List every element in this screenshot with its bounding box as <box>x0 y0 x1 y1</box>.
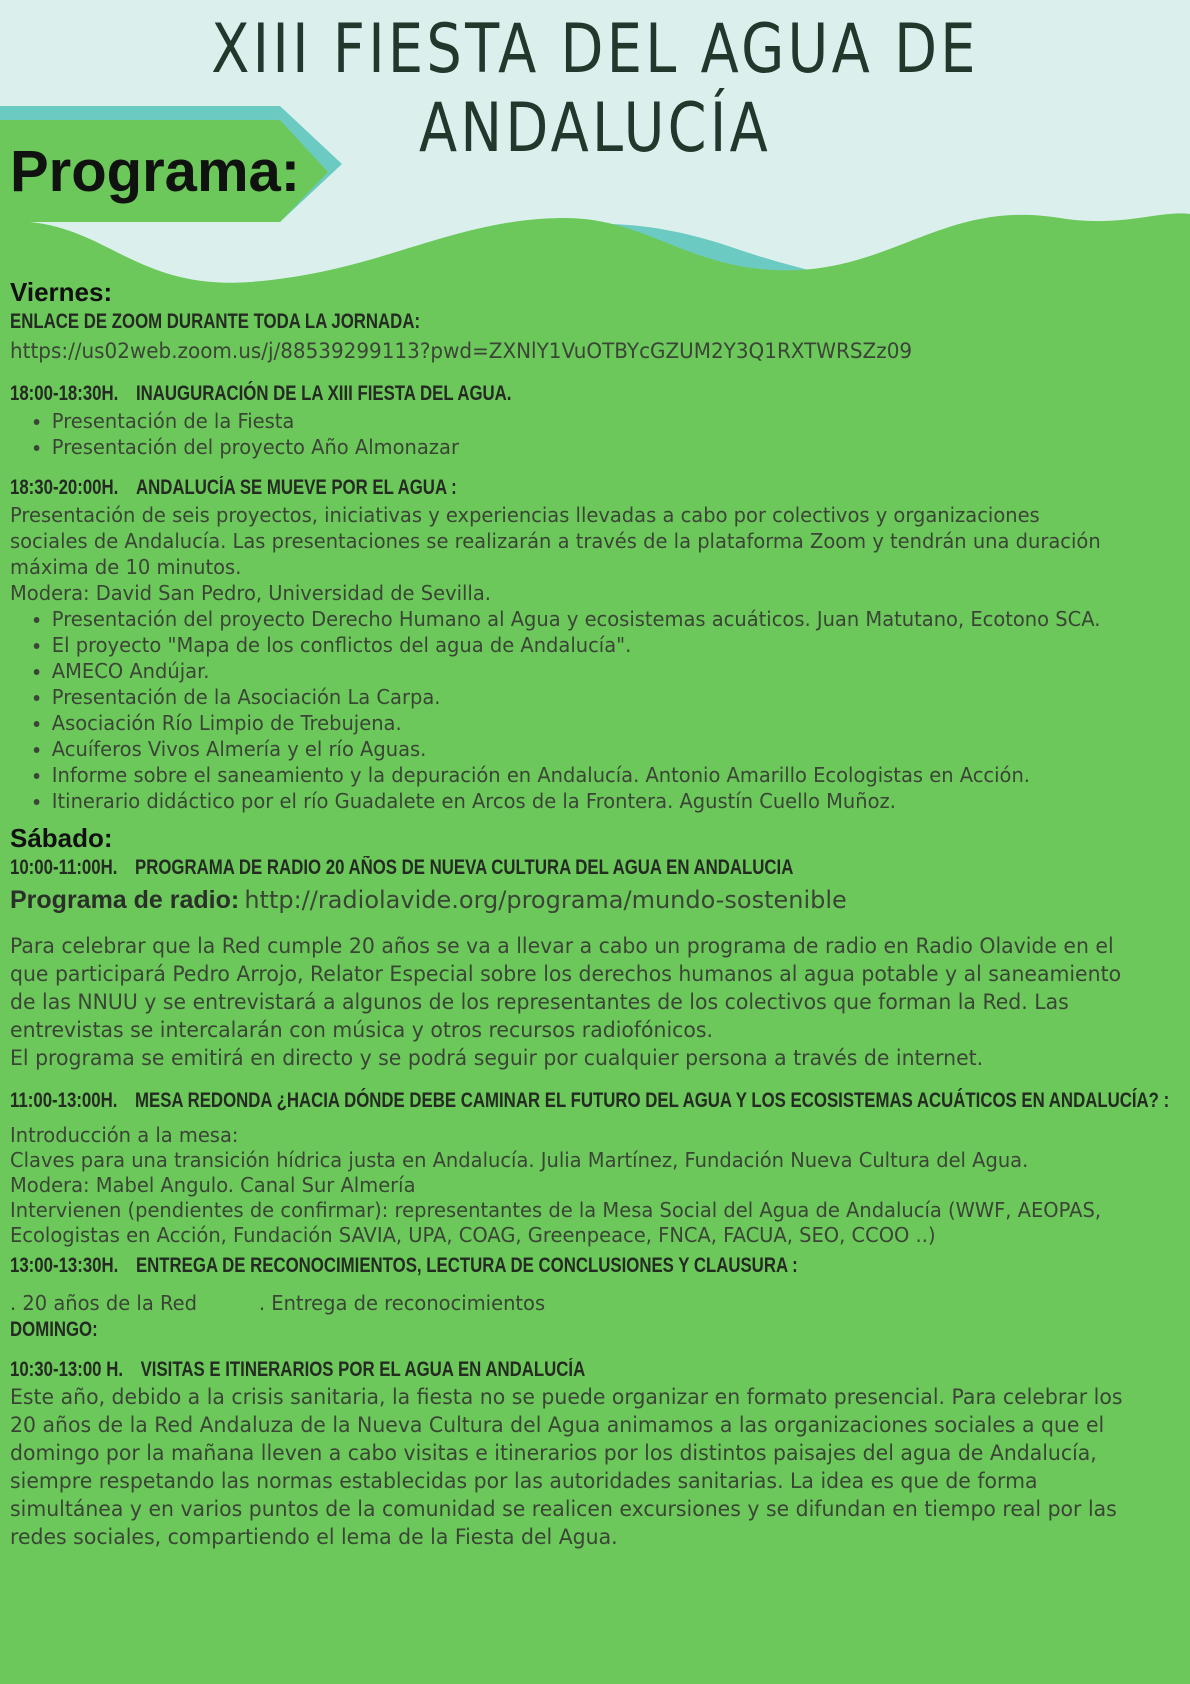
day-heading-friday: Viernes: <box>10 277 113 307</box>
session-title: MESA REDONDA ¿HACIA DÓNDE DEBE CAMINAR EL FUTURO DEL AGUA Y LOS ECOSISTEMAS ACUÁTICOS EN ANDALUCÍA? : <box>135 1089 1170 1112</box>
sunday-description: Este año, debido a la crisis sanitaria, la fiesta no se puede organizar en formato presencial. Para celebrar los 20 años de la Red Andaluza de la Nueva Cultura del Agua animamos a las organizaciones sociales a que el domingo por la mañana lleven a cabo visitas e itinerarios por los distintos paisajes del agua de Andalucía, siempre respetando las normas establecidas por las autoridades sanitarias. La idea es que de forma simultánea y en varios puntos de la comunidad se realicen excursiones y se difundan en tiempo real por las redes sociales, compartiendo el lema de la Fiesta del Agua. <box>10 1385 1123 1550</box>
zoom-link[interactable]: https://us02web.zoom.us/j/88539299113?pwd=ZXNlY1VuOTBYcGZUM2Y3Q1RXTWRSZz09 <box>10 339 913 363</box>
list-item: • El proyecto "Mapa de los conflictos del agua de Andalucía". <box>52 632 1124 658</box>
session-friday-2 <box>10 474 1182 502</box>
session-friday-1-list <box>10 408 1123 460</box>
closing-item: . 20 años de la Red <box>10 1291 197 1315</box>
session-title: PROGRAMA DE RADIO 20 AÑOS DE NUEVA CULTURA DEL AGUA EN ANDALUCIA <box>135 856 794 879</box>
session-title: ANDALUCÍA SE MUEVE POR EL AGUA : <box>135 476 457 499</box>
session-time: 18:30-20:00H. <box>10 476 119 499</box>
session-description: Presentación de seis proyectos, iniciativas y experiencias llevadas a cabo por colectivos y organizaciones sociales de Andalucía. Las presentaciones se realizarán a través de la plataforma Zoom y tendrán una duración máxima de 10 minutos. <box>10 503 1101 579</box>
program-heading: Programa: <box>10 139 301 204</box>
list-item: • Presentación del proyecto Año Almonazar <box>52 434 1124 460</box>
day-heading-saturday: Sábado: <box>10 823 113 853</box>
day-heading-sunday: DOMINGO: <box>10 1318 98 1341</box>
session-saturday-2 <box>10 1087 1182 1115</box>
round-table-keynote: Claves para una transición hídrica justa en Andalucía. Julia Martínez, Fundación Nueva Cultura del Agua. <box>10 1148 1029 1172</box>
list-item: • Presentación de la Fiesta <box>52 408 1124 434</box>
day-heading-sunday-row <box>10 1316 1182 1344</box>
radio-description: Para celebrar que la Red cumple 20 años se va a llevar a cabo un programa de radio en Radio Olavide en el que participará Pedro Arrojo, Relator Especial sobre los derechos humanos al agua potable y al saneamiento de las NNUU y se entrevistará a algunos de los representantes de los colectivos que forman la Red. Las entrevistas se intercalarán con música y otros recursos radiofónicos. <box>10 934 1122 1043</box>
session-title: VISITAS E ITINERARIOS POR EL AGUA EN ANDALUCÍA <box>140 1358 586 1381</box>
session-sunday-1 <box>10 1356 1182 1384</box>
session-time: 13:00-13:30H. <box>10 1254 119 1277</box>
session-time: 18:00-18:30H. <box>10 382 119 405</box>
session-title: ENTREGA DE RECONOCIMIENTOS, LECTURA DE CONCLUSIONES Y CLAUSURA : <box>135 1254 798 1277</box>
radio-row <box>10 882 1182 921</box>
zoom-label: ENLACE DE ZOOM DURANTE TODA LA JORNADA: <box>10 310 421 333</box>
session-friday-2-list <box>10 606 1123 814</box>
round-table-intro: Introducción a la mesa: <box>10 1123 239 1147</box>
list-item: • Acuíferos Vivos Almería y el río Aguas. <box>52 736 1124 762</box>
list-item: • Presentación de la Asociación La Carpa. <box>52 684 1124 710</box>
list-item: • Informe sobre el saneamiento y la depuración en Andalucía. Antonio Amarillo Ecologistas en Acción. <box>52 762 1124 788</box>
list-item: • Itinerario didáctico por el río Guadalete en Arcos de la Frontera. Agustín Cuello Muñoz. <box>52 788 1124 814</box>
round-table-participants: Intervienen (pendientes de confirmar): representantes de la Mesa Social del Agua de Andalucía (WWF, AEOPAS, Ecologistas en Acción, Fundación SAVIA, UPA, COAG, Greenpeace, FNCA, FACUA, SEO, CCOO ..) <box>10 1198 1102 1247</box>
session-title: INAUGURACIÓN DE LA XIII FIESTA DEL AGUA. <box>135 382 512 405</box>
round-table-moderator: Modera: Mabel Angulo. Canal Sur Almería <box>10 1173 416 1197</box>
session-friday-1 <box>10 380 1182 408</box>
page-title: XIII FIESTA DEL AGUA DE ANDALUCÍA <box>211 10 979 168</box>
session-saturday-3 <box>10 1252 1182 1280</box>
session-saturday-1 <box>10 854 1182 882</box>
closing-item: . Entrega de reconocimientos <box>258 1291 546 1315</box>
radio-broadcast-note: El programa se emitirá en directo y se podrá seguir por cualquier persona a través de internet. <box>10 1046 984 1071</box>
list-item: • AMECO Andújar. <box>52 658 1124 684</box>
session-time: 10:00-11:00H. <box>10 856 118 879</box>
session-time: 11:00-13:00H. <box>10 1089 118 1112</box>
closing-items <box>10 1290 1123 1316</box>
session-moderator: Modera: David San Pedro, Universidad de Sevilla. <box>10 581 491 605</box>
zoom-label-row <box>10 308 1182 336</box>
session-time: 10:30-13:00 H. <box>10 1358 123 1381</box>
list-item: • Presentación del proyecto Derecho Humano al Agua y ecosistemas acuáticos. Juan Matutano, Ecotono SCA. <box>52 606 1124 632</box>
program-content <box>10 276 1182 1552</box>
radio-label: Programa de radio: <box>10 886 240 914</box>
list-item: • Asociación Río Limpio de Trebujena. <box>52 710 1124 736</box>
radio-link[interactable]: http://radiolavide.org/programa/mundo-sostenible <box>244 886 847 914</box>
